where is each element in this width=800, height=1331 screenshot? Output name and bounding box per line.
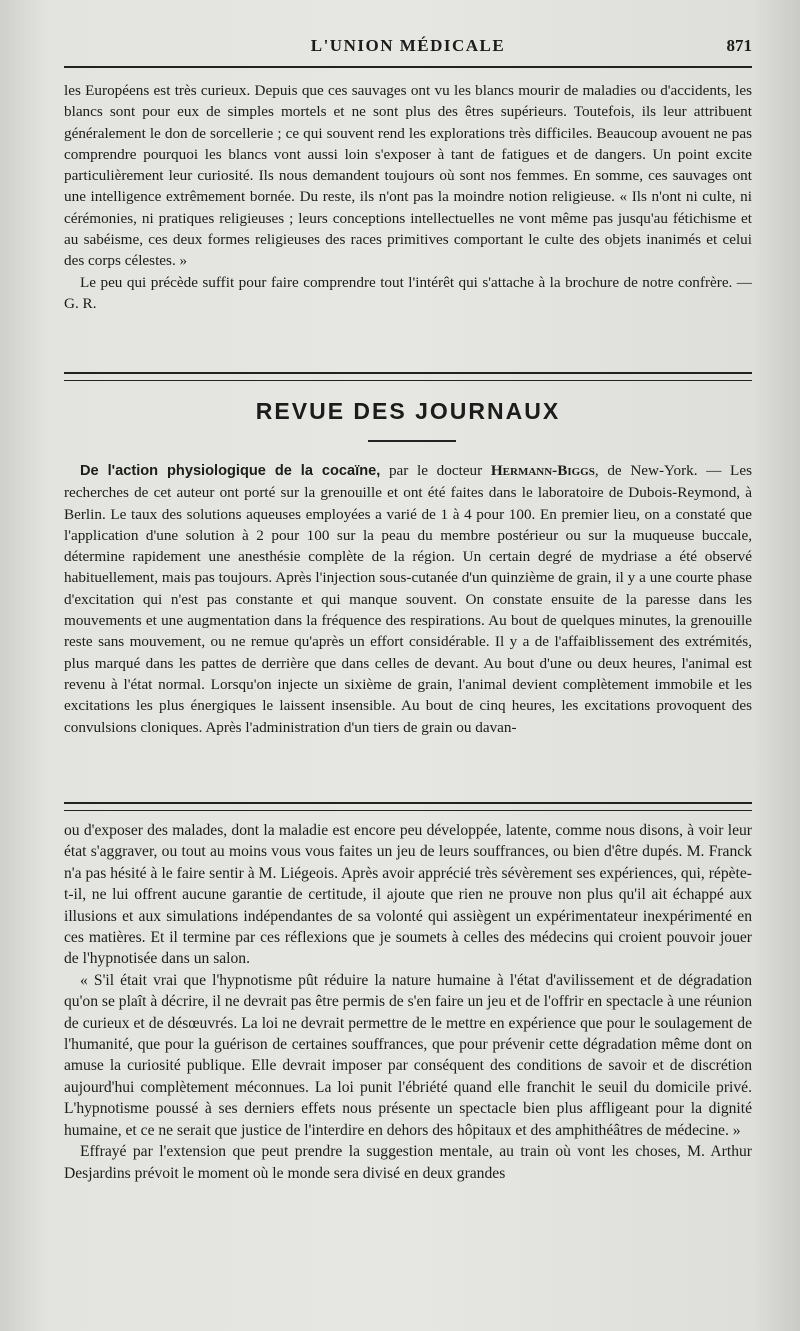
section-title: REVUE DES JOURNAUX — [255, 398, 561, 424]
paragraph: les Européens est très curieux. Depuis que ces sauvages ont vu les blancs mourir de maladies ou d'accidents, les blancs sont pour eux de simples mortels et ne sont plus des êtres supérieurs. Toutefois, ils leur attribuent généralement le don de sorcellerie ; ce qui souvent rend les explorations très difficiles. Beaucoup avouent ne pas comprendre pourquoi les blancs vont aussi loin s'exposer à tant de fatigues et de dangers. Un point excite particulièrement leur curiosité. Ils nous demandent toujours où sont nos femmes. En somme, ces sauvages ont une intelligence extrêmement bornée. Du reste, ils n'ont pas la moindre notion religieuse. « Ils n'ont ni culte, ni cérémonies, ni pratiques religieuses ; leurs conceptions intellectuelles ne vont même pas jusqu'au fétichisme et au sabéisme, ces deux formes religieuses des races primitives comportant le culte des objets inanimés et celui des corps célestes. » — [64, 82, 752, 270]
article-body: , de New-York. — Les recherches de cet auteur ont porté sur la grenouille et ont été faites dans le laboratoire de Dubois-Reymond, à Berlin. Le taux des solutions aqueuses employées a varié de 1 à 4 pour 100. En premier lieu, on a constaté que l'application d'une solution à 2 pour 100 sur la peau du membre postérieur ou sur la muqueuse buccale, détermine rapidement une anesthésie complète de la région. Un certain degré de mydriase a été observé habituellement, mais pas toujours. Après l'injection sous-cutanée d'un quinzième de grain, il y a une courte phase d'excitation qui n'est pas constante et qui manque souvent. On constate ensuite de la paresse dans les mouvements et une augmentation dans la fréquence des respirations. Au bout de quelques minutes, la grenouille reste sans mouvement, ou ne remue qu'après un effort considérable. Il y a de l'affaiblissement des extrémités, plus marqué dans les pattes de derrière que dans celles de devant. Au bout d'une ou deux heures, l'animal est revenu à l'état normal. Lorsqu'on injecte un sixième de grain, l'animal devient complètement immobile et les excitations les plus énergiques le laissent insensible. Au bout de cinq heures, les excitations provoquent des convulsions cloniques. Après l'administration d'un tiers de grain ou davan- — [64, 462, 752, 736]
top-text-block — [64, 80, 752, 314]
article-paragraph — [64, 460, 752, 738]
article-title: De l'action physiologique de la cocaïne, — [80, 463, 381, 479]
journal-title: L'UNION MÉDICALE — [310, 36, 506, 55]
bottom-text-block — [64, 820, 752, 1184]
section-divider — [64, 802, 752, 811]
section-divider — [64, 372, 752, 381]
article-author: Hermann-Biggs — [490, 462, 595, 479]
paragraph: Effrayé par l'extension que peut prendre la suggestion mentale, au train où vont les choses, M. Arthur Desjardins prévoit le moment où le monde sera divisé en deux grandes — [64, 1143, 752, 1182]
paragraph: ou d'exposer des malades, dont la maladie est encore peu développée, latente, comme nous disons, à voir leur état s'aggraver, ou tout au moins vous vous faites un jeu de leurs souffrances, ou bien d'être dupés. M. Franck n'a pas hésité à le faire sentir à M. Liégeois. Après avoir apprécié très sévèrement ses expériences, qui, répète-t-il, ne lui offrent aucune garantie de certitude, il ajoute que rien ne prouve non plus qu'il ait échappé aux illusions et aux simulations indépendantes de sa volonté qui assiègent un expérimentateur inexpérimenté en ces matières. Et il termine par ces réflexions que je soumets à celles des médecins qui croient pouvoir jouer de l'hypnotisée dans un salon. — [64, 822, 752, 968]
title-underline — [368, 440, 456, 442]
running-head — [64, 30, 752, 60]
header-rule — [64, 66, 752, 68]
page-number: 871 — [726, 36, 752, 55]
article-by: par le docteur — [380, 462, 491, 479]
article — [64, 460, 752, 738]
paragraph: Le peu qui précède suffit pour faire comprendre tout l'intérêt qui s'attache à la brochure de notre confrère. — G. R. — [64, 273, 752, 312]
paragraph: « S'il était vrai que l'hypnotisme pût réduire la nature humaine à l'état d'avilissement et de dégradation qu'on se plaît à décrire, il ne devrait pas être permis de s'en faire un jeu et de l'offrir en spectacle à une réunion de curieux et de désœuvrés. La loi ne devrait permettre de le mettre en expérience que pour le soulagement de l'humanité, que pour la guérison de certaines souffrances, que pour prévenir cette dégradation même dont on amuse la curiosité publique. Elle devrait imposer par conséquent des conditions de savoir et de discrétion aujourd'hui complètement méconnues. La loi punit l'ébriété quand elle franchit le seuil du domicile privé. L'hypnotisme poussé à ses derniers effets nous présente un spectacle bien plus affligeant pour la dignité humaine, et ce ne serait que justice de l'interdire en dehors des hôpitaux et des amphithéâtres de médecine. » — [64, 971, 752, 1139]
